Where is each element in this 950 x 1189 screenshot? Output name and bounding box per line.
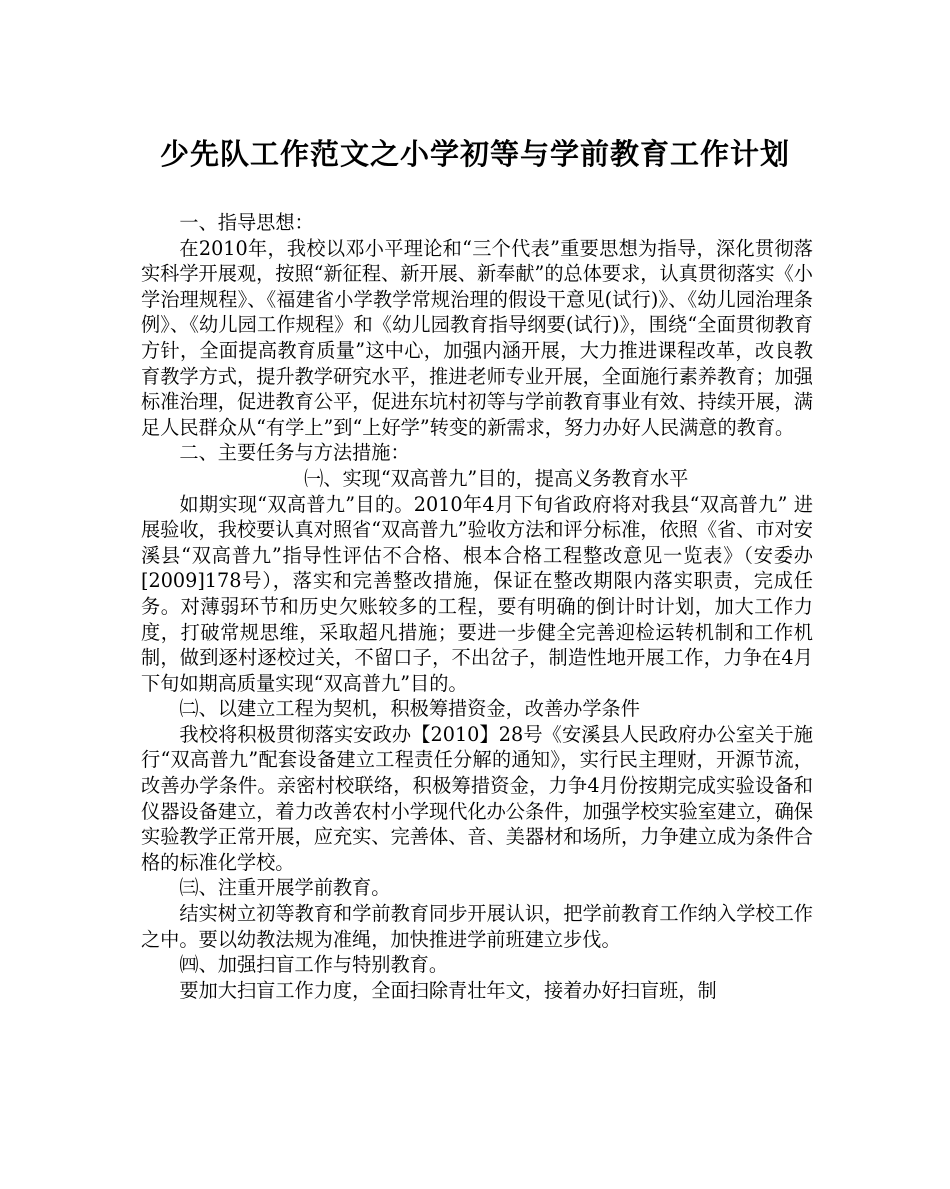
paragraph-3: 结实树立初等教育和学前教育同步开展认识，把学前教育工作纳入学校工作之中。要以幼教法规为准绳，加快推进学前班建立步伐。 bbox=[141, 902, 813, 951]
paragraph-guiding-thought: 在2010年，我校以邓小平理论和“三个代表”重要思想为指导，深化贯彻落实科学开展观，按照“新征程、新开展、新奉献”的总体要求，认真贯彻落实《小学治理规程》、《福建省小学教学常规治理的假设干意见(试行)》、《幼儿园治理条例》、《幼儿园工作规程》和《幼儿园教育指导纲要(试行)》，围绕“全面贯彻教育方针，全面提高教育质量”这中心，加强内涵开展，大力推进课程改革，改良教育教学方式，提升教学研究水平，推进老师专业开展，全面施行素养教育；加强标准治理，促进教育公平，促进东坑村初等与学前教育事业有效、持续开展，满足人民群众从“有学上”到“上好学”转变的新需求，努力办好人民满意的教育。 bbox=[141, 236, 813, 439]
subheading-2: ㈡、以建立工程为契机，积极筹措资金，改善办学条件 bbox=[179, 697, 640, 721]
paragraph-2: 我校将积极贯彻落实安政办【2010】28号《安溪县人民政府办公室关于施行“双高普九”配套设备建立工程责任分解的通知》，实行民主理财，开源节流，改善办学条件。亲密村校联络，积极筹措资金，力争4月份按期完成实验设备和仪器设备建立，着力改善农村小学现代化办公条件，加强学校实验室建立，确保实验教学正常开展，应充实、完善体、音、美器材和场所，力争建立成为条件合格的标准化学校。 bbox=[141, 722, 813, 874]
subheading-1: ㈠、实现“双高普九”目的，提高义务教育水平 bbox=[304, 466, 689, 490]
paragraph-4: 要加大扫盲工作力度，全面扫除青壮年文，接着办好扫盲班，制 bbox=[179, 978, 717, 1002]
subheading-4: ㈣、加强扫盲工作与特别教育。 bbox=[179, 953, 449, 977]
document-body bbox=[141, 210, 813, 1003]
document-title: 少先队工作范文之小学初等与学前教育工作计划 bbox=[159, 137, 790, 171]
paragraph-1: 如期实现“双高普九”目的。2010年4月下旬省政府将对我县“双高普九” 进展验收，我校要认真对照省“双高普九”验收方法和评分标准，依照《省、市对安溪县“双高普九”指导性评估不合格、根本合格工程整改意见一览表》（安委办[2009]178号），落实和完善整改措施，保证在整改期限内落实职责，完成任务。对薄弱环节和历史欠账较多的工程，要有明确的倒计时计划，加大工作力度，打破常规思维，采取超凡措施；要进一步健全完善迎检运转机制和工作机制，做到逐村逐校过关，不留口子，不出岔子，制造性地开展工作，力争在4月下旬如期高质量实现“双高普九”目的。 bbox=[141, 492, 813, 695]
subheading-3: ㈢、注重开展学前教育。 bbox=[179, 876, 391, 900]
section-heading-main-tasks: 二、主要任务与方法措施： bbox=[179, 441, 410, 465]
section-heading-guiding-thought: 一、指导思想： bbox=[179, 211, 314, 234]
